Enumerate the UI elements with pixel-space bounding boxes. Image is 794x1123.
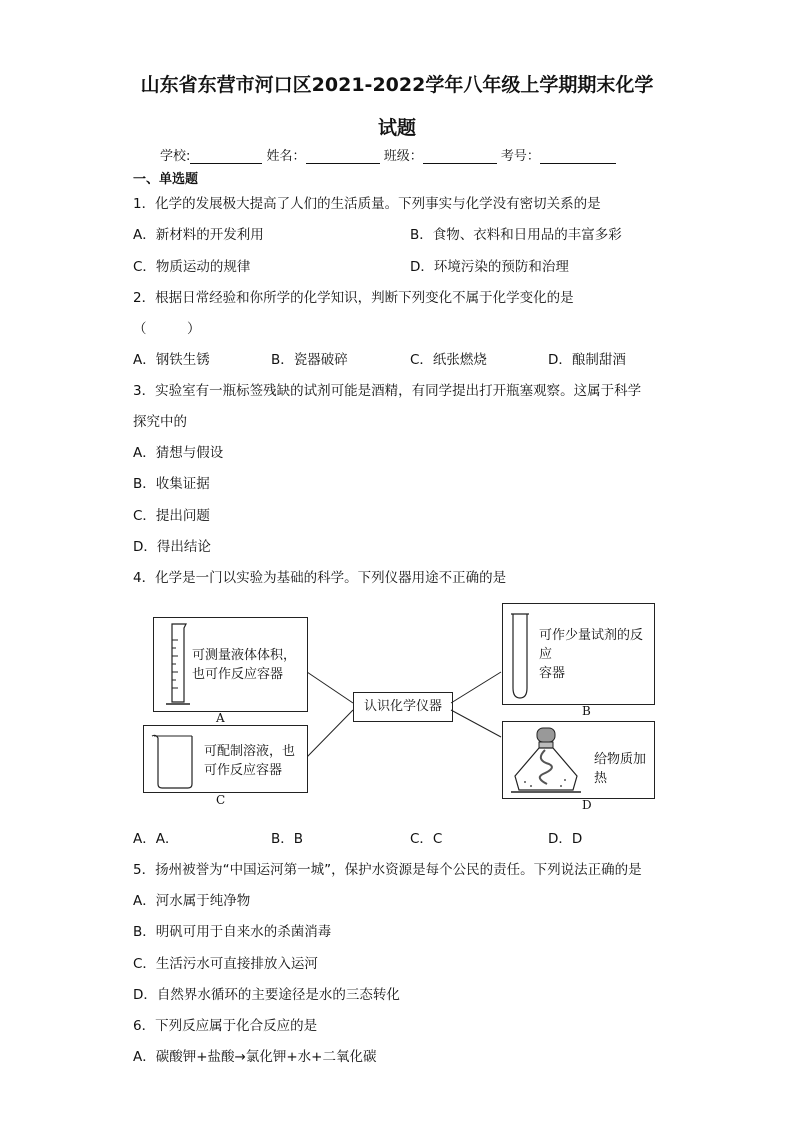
section-heading: 一、单选题 [133,172,199,187]
q5-option-c[interactable]: C．生活污水可直接排放入运河 [133,956,318,972]
alcohol-lamp-icon [505,724,587,796]
graduated-cylinder-icon [160,620,196,708]
instrument-box-c [143,725,308,793]
label-b: B [582,704,591,718]
question-5-stem: 5．扬州被誉为“中国运河第一城”，保护水资源是每个公民的责任。下列说法正确的是 [133,862,642,878]
class-label: 班级： [383,149,423,164]
q2-option-a[interactable]: A．钢铁生锈 [133,352,210,368]
box-c-text-1: 可配制溶液，也 [204,744,296,759]
question-3-stem: 3．实验室有一瓶标签残缺的试剂可能是酒精，有同学提出打开瓶塞观察。这属于科学 [133,383,642,399]
box-b-text-1: 可作少量试剂的反应 [539,628,644,662]
page-title-cont: 试题 [377,117,416,139]
test-tube-icon [507,608,533,702]
center-topic-box: 认识化学仪器 [353,692,453,722]
question-3-stem-cont: 探究中的 [133,414,187,430]
instrument-box-d [502,721,655,799]
q4-option-b[interactable]: B．B [271,831,304,847]
q6-option-a[interactable]: A．碳酸钾+盐酸→氯化钾+水+二氧化碳 [133,1049,377,1065]
question-6-stem: 6．下列反应属于化合反应的是 [133,1018,318,1034]
instrument-box-a [153,617,308,712]
question-2-stem: 2．根据日常经验和你所学的化学知识，判断下列变化不属于化学变化的是 [133,290,574,306]
page-title: 山东省东营市河口区2021-2022学年八年级上学期期末化学 [140,74,654,96]
q1-option-a[interactable]: A．新材料的开发利用 [133,227,264,243]
label-c: C [216,793,226,807]
question-2-stem-cont: （ ） [133,321,201,337]
school-label: 学校: [160,149,191,164]
q5-option-d[interactable]: D．自然界水循环的主要途径是水的三态转化 [133,987,400,1003]
q5-option-a[interactable]: A．河水属于纯净物 [133,893,251,909]
label-a: A [216,711,225,725]
q1-option-d[interactable]: D．环境污染的预防和治理 [410,259,569,275]
q4-option-a[interactable]: A．A． [133,831,179,847]
q3-option-a[interactable]: A．猜想与假设 [133,445,224,461]
name-label: 姓名： [266,149,306,164]
q3-option-c[interactable]: C．提出问题 [133,508,210,524]
box-a-text-1: 可测量液体体积， [192,648,297,663]
q2-option-c[interactable]: C．纸张燃烧 [410,352,487,368]
q1-option-b[interactable]: B．食物、衣料和日用品的丰富多彩 [410,227,622,243]
box-a-text-2: 也可作反应容器 [192,667,284,682]
label-d: D [582,798,592,812]
q2-option-d[interactable]: D．酿制甜酒 [548,352,626,368]
q3-option-b[interactable]: B．收集证据 [133,476,210,492]
question-1-stem: 1．化学的发展极大提高了人们的生活质量。下列事实与化学没有密切关系的是 [133,196,601,212]
box-d-text-1: 给物质加热 [594,752,647,786]
box-b-text-2: 容器 [539,666,566,681]
beaker-icon [148,730,200,790]
q3-option-d[interactable]: D．得出结论 [133,539,211,555]
instrument-box-b [502,603,655,705]
question-4-stem: 4．化学是一门以实验为基础的科学。下列仪器用途不正确的是 [133,570,507,586]
box-c-text-2: 可作反应容器 [204,763,283,778]
q5-option-b[interactable]: B．明矾可用于自来水的杀菌消毒 [133,924,332,940]
q1-option-c[interactable]: C．物质运动的规律 [133,259,251,275]
q4-option-d[interactable]: D．D [548,831,583,847]
exam-number-label: 考号： [500,149,540,164]
q4-option-c[interactable]: C．C [410,831,443,847]
q2-option-b[interactable]: B．瓷器破碎 [271,352,348,368]
